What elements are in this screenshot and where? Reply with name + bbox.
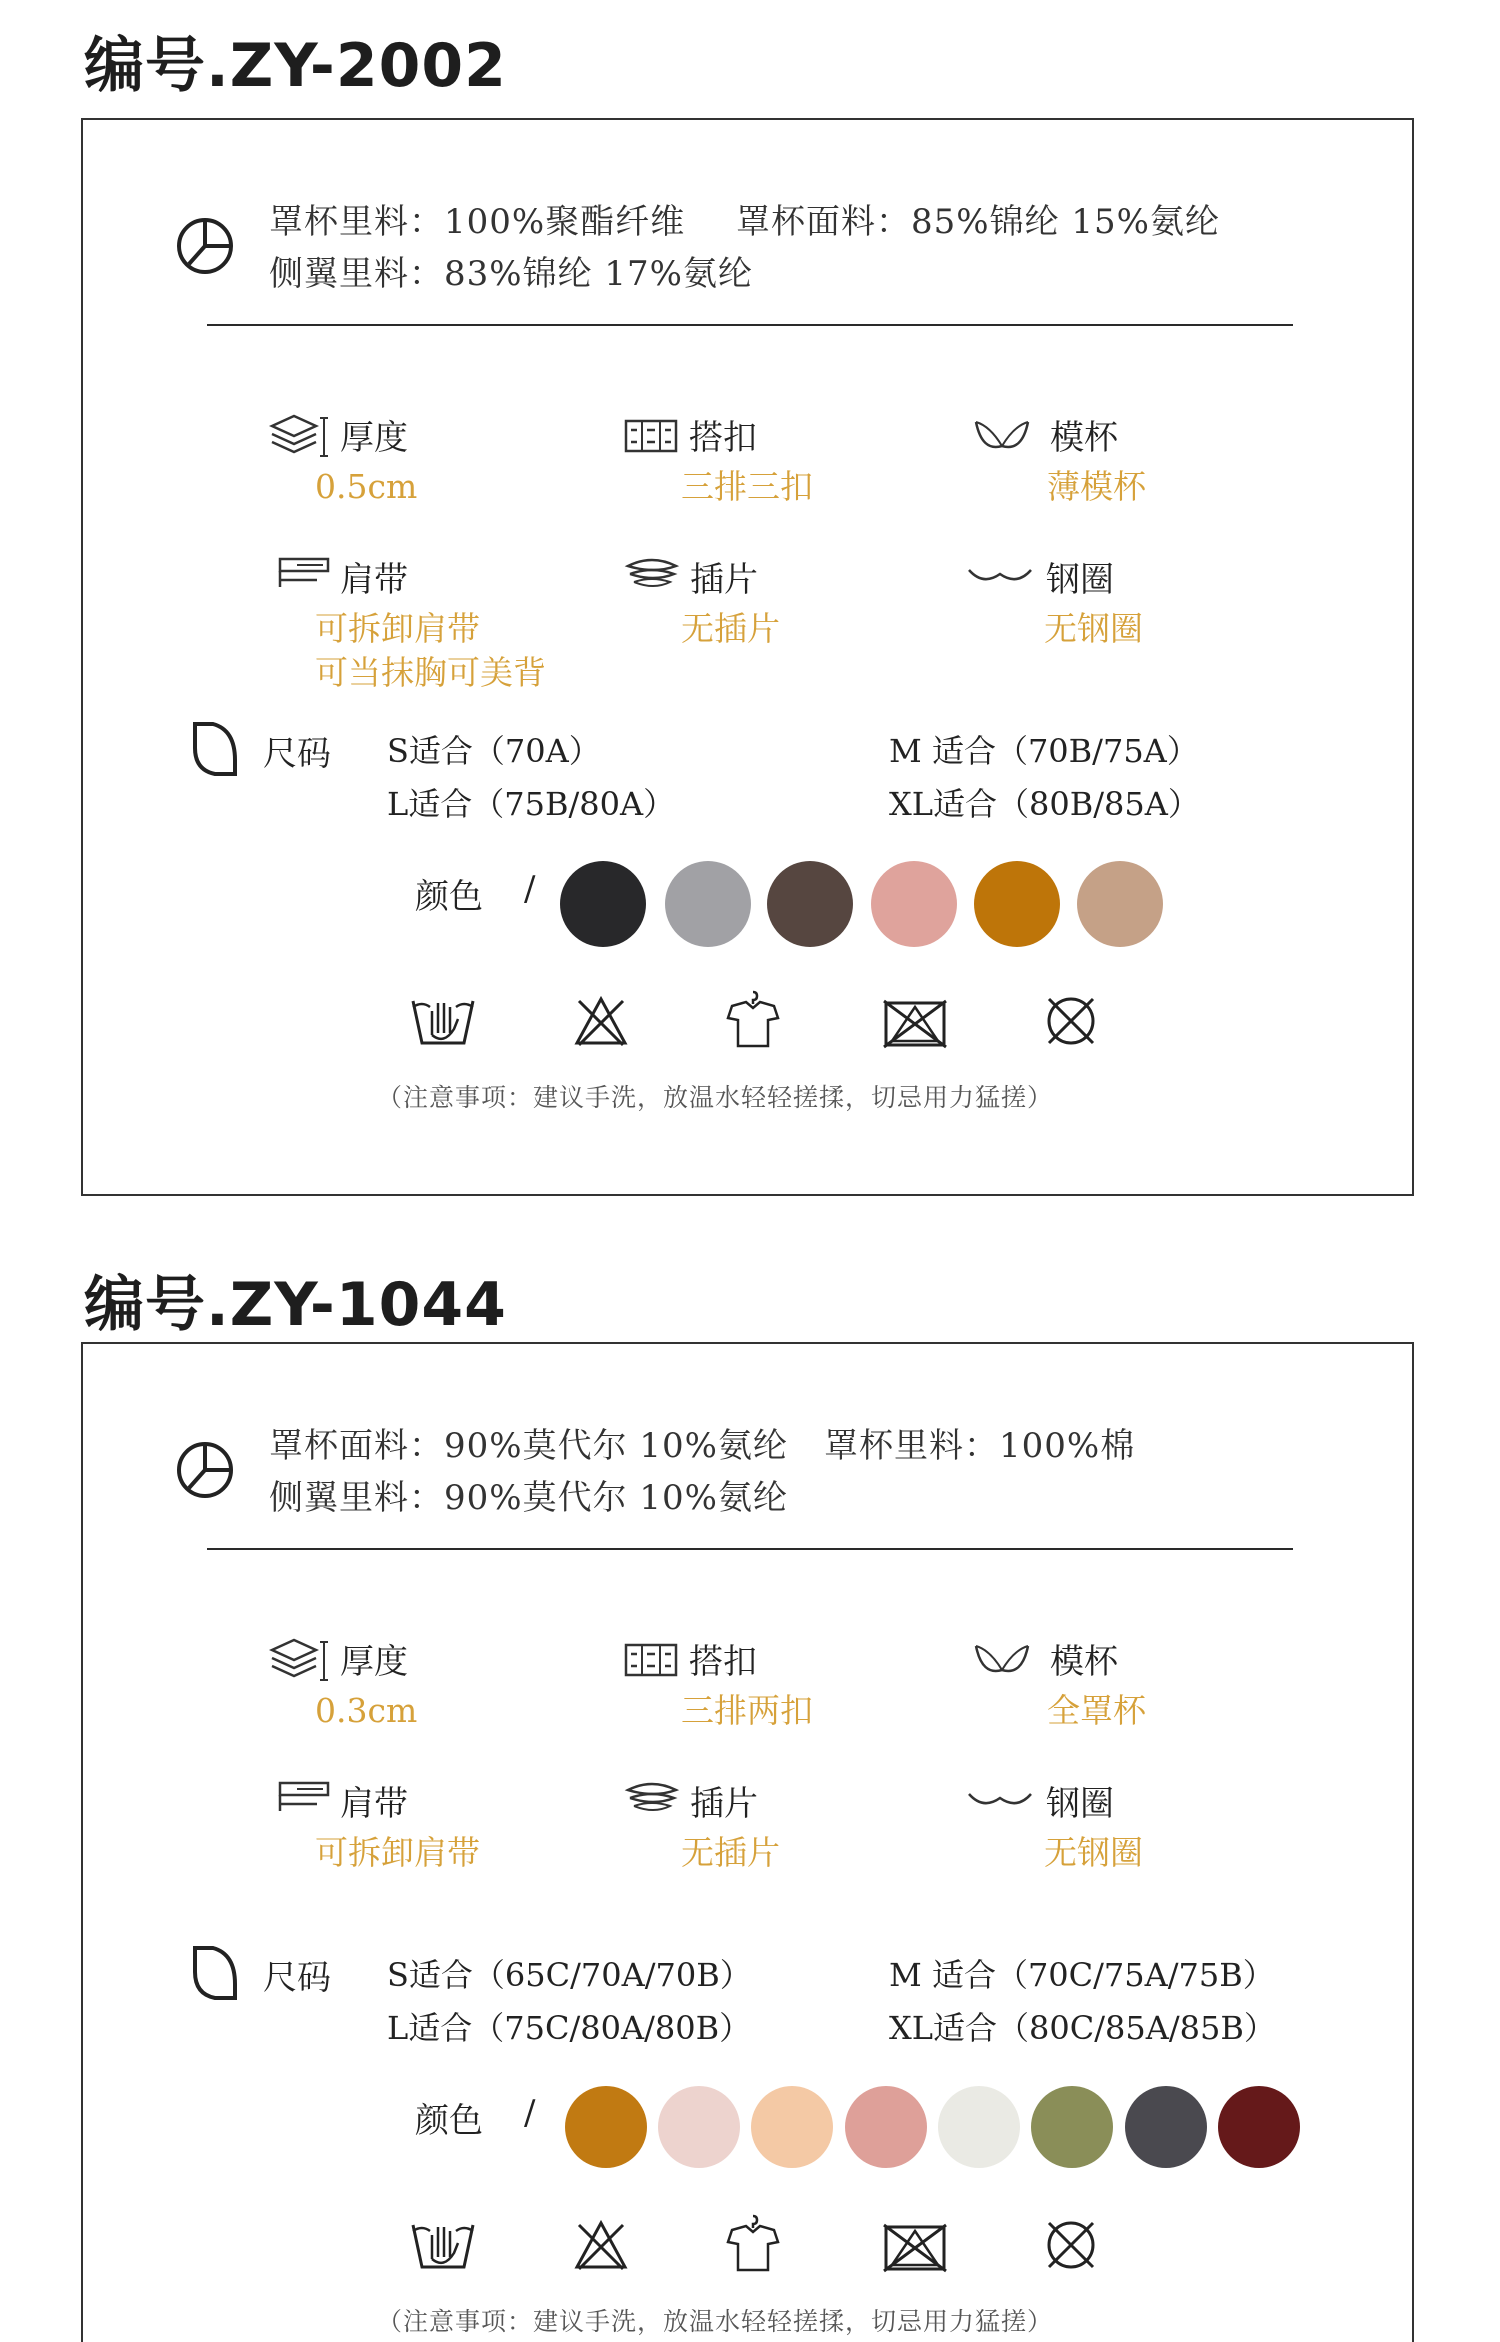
product-title: 编号.ZY-1044 — [84, 1270, 507, 1340]
strap-label: 肩带 — [340, 560, 408, 600]
clasp-label: 搭扣 — [689, 418, 757, 458]
wire-label: 钢圈 — [1046, 560, 1114, 600]
size-l: L适合（75B/80A） — [387, 785, 676, 823]
divider — [207, 1548, 1293, 1550]
pad-insert-icon — [624, 556, 680, 592]
strap-value-1: 可拆卸肩带 — [315, 1833, 480, 1872]
strap-icon — [277, 556, 331, 590]
clasp-icon — [623, 1642, 679, 1678]
no-dry-clean-icon — [1043, 993, 1099, 1049]
hang-dry-icon — [724, 2212, 782, 2274]
no-bleach-icon — [573, 993, 629, 1049]
product-spec-card — [81, 118, 1414, 1196]
fabric-icon — [175, 1440, 235, 1500]
color-swatch-5[interactable] — [974, 861, 1060, 947]
hang-dry-icon — [724, 988, 782, 1050]
underwire-icon — [967, 566, 1033, 586]
size-s: S适合（70A） — [387, 732, 601, 770]
divider — [207, 324, 1293, 326]
thickness-value: 0.3cm — [315, 1691, 418, 1730]
no-bleach-icon — [573, 2217, 629, 2273]
no-tumble-dry-icon — [882, 997, 948, 1049]
size-label: 尺码 — [263, 734, 331, 774]
size-m: M 适合（70C/75A/75B） — [889, 1956, 1275, 1994]
thickness-label: 厚度 — [340, 418, 408, 458]
pad-insert-icon — [624, 1780, 680, 1816]
color-swatch-2[interactable] — [658, 2086, 740, 2168]
size-icon — [191, 720, 239, 778]
product-title: 编号.ZY-2002 — [84, 31, 507, 101]
material-cup-face: 罩杯面料：90%莫代尔 10%氨纶 — [269, 1426, 788, 1466]
color-swatch-6[interactable] — [1031, 2086, 1113, 2168]
strap-value-2: 可当抹胸可美背 — [315, 653, 546, 692]
color-swatch-1[interactable] — [565, 2086, 647, 2168]
size-s: S适合（65C/70A/70B） — [387, 1956, 752, 1994]
size-l: L适合（75C/80A/80B） — [387, 2009, 752, 2047]
hand-wash-icon — [410, 2217, 476, 2273]
color-swatch-2[interactable] — [665, 861, 751, 947]
care-note: （注意事项：建议手洗，放温水轻轻搓揉，切忌用力猛搓） — [377, 2307, 1054, 2336]
cup-label: 模杯 — [1050, 1642, 1118, 1682]
color-swatch-4[interactable] — [871, 861, 957, 947]
clasp-value: 三排三扣 — [681, 467, 813, 506]
thickness-icon — [268, 1636, 328, 1686]
thickness-value: 0.5cm — [315, 467, 418, 506]
molded-cup-icon — [972, 1640, 1032, 1680]
hand-wash-icon — [410, 993, 476, 1049]
color-swatch-4[interactable] — [845, 2086, 927, 2168]
material-wing-lining: 侧翼里料：83%锦纶 17%氨纶 — [269, 254, 753, 294]
material-cup-lining: 罩杯里料：100%棉 — [824, 1426, 1136, 1466]
size-icon — [191, 1944, 239, 2002]
color-swatch-5[interactable] — [938, 2086, 1020, 2168]
strap-label: 肩带 — [340, 1784, 408, 1824]
clasp-label: 搭扣 — [689, 1642, 757, 1682]
wire-label: 钢圈 — [1046, 1784, 1114, 1824]
wire-value: 无钢圈 — [1044, 1833, 1143, 1872]
colors-separator: / — [524, 869, 536, 909]
size-label: 尺码 — [263, 1958, 331, 1998]
clasp-value: 三排两扣 — [681, 1691, 813, 1730]
strap-icon — [277, 1780, 331, 1814]
cup-label: 模杯 — [1050, 418, 1118, 458]
color-swatch-6[interactable] — [1077, 861, 1163, 947]
pad-label: 插片 — [690, 1784, 758, 1824]
molded-cup-icon — [972, 416, 1032, 456]
color-swatch-7[interactable] — [1125, 2086, 1207, 2168]
size-m: M 适合（70B/75A） — [889, 732, 1199, 770]
color-swatch-1[interactable] — [560, 861, 646, 947]
material-wing-lining: 侧翼里料：90%莫代尔 10%氨纶 — [269, 1478, 788, 1518]
colors-label: 颜色 — [415, 877, 483, 917]
cup-value: 薄模杯 — [1047, 467, 1146, 506]
pad-value: 无插片 — [681, 609, 780, 648]
colors-separator: / — [524, 2093, 536, 2133]
size-xl: XL适合（80B/85A） — [889, 785, 1200, 823]
underwire-icon — [967, 1790, 1033, 1810]
product-spec-card — [81, 1342, 1414, 2342]
no-dry-clean-icon — [1043, 2217, 1099, 2273]
thickness-label: 厚度 — [340, 1642, 408, 1682]
thickness-icon — [268, 412, 328, 462]
fabric-icon — [175, 216, 235, 276]
cup-value: 全罩杯 — [1047, 1691, 1146, 1730]
color-swatch-8[interactable] — [1218, 2086, 1300, 2168]
color-swatch-3[interactable] — [767, 861, 853, 947]
size-xl: XL适合（80C/85A/85B） — [889, 2009, 1276, 2047]
material-cup-lining: 罩杯里料：100%聚酯纤维 — [269, 202, 686, 242]
no-tumble-dry-icon — [882, 2221, 948, 2273]
pad-value: 无插片 — [681, 1833, 780, 1872]
pad-label: 插片 — [690, 560, 758, 600]
colors-label: 颜色 — [415, 2101, 483, 2141]
color-swatch-3[interactable] — [751, 2086, 833, 2168]
clasp-icon — [623, 418, 679, 454]
material-cup-face: 罩杯面料：85%锦纶 15%氨纶 — [736, 202, 1220, 242]
care-note: （注意事项：建议手洗，放温水轻轻搓揉，切忌用力猛搓） — [377, 1083, 1054, 1112]
strap-value-1: 可拆卸肩带 — [315, 609, 480, 648]
wire-value: 无钢圈 — [1044, 609, 1143, 648]
